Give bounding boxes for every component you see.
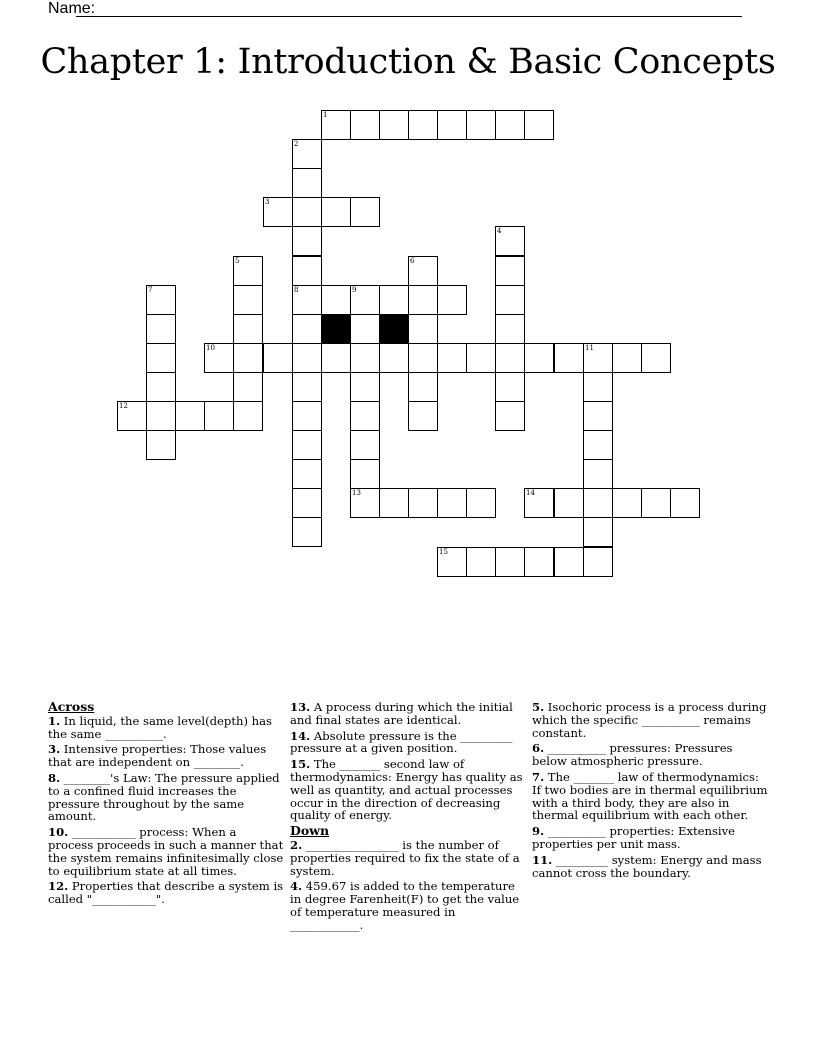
grid-cell[interactable] (524, 547, 554, 577)
grid-cell[interactable] (350, 488, 380, 518)
name-label: Name: (48, 0, 96, 17)
grid-cell[interactable] (670, 488, 700, 518)
clue-down-4: 4. 459.67 is added to the temperature in degree Farenheit(F) to get the value of temperature measured in ____________. (290, 879, 520, 932)
clues-column-1 (48, 701, 284, 909)
page-title: Chapter 1: Introduction & Basic Concepts (40, 42, 776, 82)
clue-across-13: 13. A process during which the initial and final states are identical. (290, 700, 513, 727)
grid-cell[interactable] (292, 343, 322, 373)
grid-cell[interactable] (408, 488, 438, 518)
cell-number: 5 (235, 257, 240, 265)
grid-cell[interactable] (350, 343, 380, 373)
cell-number: 2 (294, 140, 299, 148)
grid-cell[interactable] (641, 488, 671, 518)
clue-across-14: 14. Absolute pressure is the _________ pressure at a given position. (290, 728, 513, 756)
grid-cell[interactable] (292, 168, 322, 198)
grid-cell[interactable] (292, 459, 322, 489)
grid-cell[interactable] (292, 139, 322, 169)
grid-cell[interactable] (204, 401, 234, 431)
grid-cell[interactable] (263, 197, 293, 227)
grid-cell[interactable] (350, 285, 380, 315)
grid-cell[interactable] (146, 343, 176, 373)
grid-cell[interactable] (495, 256, 525, 286)
clue-across-1: 1. In liquid, the same level(depth) has the same __________. (48, 713, 272, 741)
grid-cell[interactable] (408, 401, 438, 431)
cell-number: 10 (206, 344, 215, 352)
grid-cell[interactable] (292, 517, 322, 547)
grid-cell[interactable] (350, 110, 380, 140)
cell-number: 14 (526, 489, 535, 497)
cell-number: 1 (323, 111, 328, 119)
clue-down-6: 6. __________ pressures: Pressures below atmospheric pressure. (532, 741, 733, 769)
grid-cell[interactable] (379, 285, 409, 315)
grid-cell[interactable] (408, 372, 438, 402)
grid-cell[interactable] (583, 343, 613, 373)
grid-cell[interactable] (146, 430, 176, 460)
grid-cell[interactable] (292, 488, 322, 518)
clue-across-12: 12. Properties that describe a system is called "___________". (48, 879, 284, 907)
cell-number: 8 (294, 286, 299, 294)
grid-cell[interactable] (437, 343, 467, 373)
grid-cell[interactable] (437, 547, 467, 577)
grid-cell[interactable] (495, 372, 525, 402)
cell-number: 3 (265, 198, 270, 206)
grid-cell[interactable] (292, 197, 322, 227)
grid-cell[interactable] (321, 343, 351, 373)
grid-cell[interactable] (233, 343, 263, 373)
cell-number: 13 (352, 489, 361, 497)
grid-cell[interactable] (495, 110, 525, 140)
grid-cell[interactable] (554, 343, 584, 373)
grid-cell[interactable] (583, 488, 613, 518)
grid-cell[interactable] (350, 372, 380, 402)
grid-cell[interactable] (437, 488, 467, 518)
grid-cell[interactable] (495, 343, 525, 373)
grid-cell[interactable] (612, 343, 642, 373)
cell-number: 12 (119, 402, 128, 410)
grid-cell[interactable] (583, 517, 613, 547)
grid-cell[interactable] (466, 343, 496, 373)
cell-number: 9 (352, 286, 357, 294)
cell-number: 15 (439, 548, 448, 556)
grid-cell[interactable] (495, 547, 525, 577)
grid-cell[interactable] (146, 314, 176, 344)
grid-cell[interactable] (233, 372, 263, 402)
grid-cell[interactable] (495, 285, 525, 315)
grid-cell[interactable] (321, 110, 351, 140)
grid-cell[interactable] (379, 110, 409, 140)
grid-cell[interactable] (379, 343, 409, 373)
clue-across-8: 8. ________'s Law: The pressure applied to a confined fluid increases the pressure throughout by the same amount. (48, 770, 280, 824)
grid-cell[interactable] (350, 401, 380, 431)
cell-number: 7 (148, 286, 153, 294)
across-heading: Across (48, 699, 95, 714)
grid-cell[interactable] (350, 459, 380, 489)
grid-cell[interactable] (233, 314, 263, 344)
clue-down-7: 7. The _______ law of thermodynamics: If two bodies are in thermal equilibrium with a third body, they are also in thermal equilibrium with each other. (532, 769, 768, 823)
grid-cell[interactable] (612, 488, 642, 518)
black-cell (321, 314, 351, 344)
grid-cell[interactable] (524, 488, 554, 518)
grid-cell[interactable] (495, 314, 525, 344)
cell-number: 6 (410, 257, 415, 265)
grid-cell[interactable] (292, 285, 322, 315)
grid-cell[interactable] (292, 401, 322, 431)
clue-down-9: 9. __________ properties: Extensive properties per unit mass. (532, 824, 736, 851)
grid-cell[interactable] (583, 547, 613, 577)
clue-down-11: 11. _________ system: Energy and mass cannot cross the boundary. (532, 852, 762, 880)
clue-across-3: 3. Intensive properties: Those values that are independent on ________. (48, 742, 267, 770)
grid-cell[interactable] (292, 372, 322, 402)
cell-number: 4 (497, 227, 502, 235)
grid-cell[interactable] (350, 314, 380, 344)
clue-down-2: 2. ________________ is the number of properties required to fix the state of a system. (290, 837, 520, 878)
grid-cell[interactable] (204, 343, 234, 373)
grid-cell[interactable] (554, 547, 584, 577)
grid-cell[interactable] (233, 256, 263, 286)
grid-cell[interactable] (408, 285, 438, 315)
grid-cell[interactable] (321, 285, 351, 315)
grid-cell[interactable] (292, 314, 322, 344)
grid-cell[interactable] (408, 256, 438, 286)
grid-cell[interactable] (350, 430, 380, 460)
grid-cell[interactable] (175, 401, 205, 431)
grid-cell[interactable] (437, 285, 467, 315)
clues-column-3 (532, 701, 768, 882)
clues-column-2 (290, 701, 526, 935)
grid-cell[interactable] (495, 226, 525, 256)
grid-cell[interactable] (495, 401, 525, 431)
grid-cell[interactable] (146, 372, 176, 402)
grid-cell[interactable] (379, 488, 409, 518)
grid-cell[interactable] (263, 343, 293, 373)
grid-cell[interactable] (408, 314, 438, 344)
clue-across-10: 10. ___________ process: When a process proceeds in such a manner that the system remains infinitesimally close to equilibrium state at all times. (48, 825, 284, 878)
cell-number: 11 (585, 344, 594, 352)
grid-cell[interactable] (350, 197, 380, 227)
grid-cell[interactable] (146, 401, 176, 431)
grid-cell[interactable] (466, 488, 496, 518)
grid-cell[interactable] (466, 110, 496, 140)
grid-cell[interactable] (292, 256, 322, 286)
grid-cell[interactable] (408, 343, 438, 373)
down-heading: Down (290, 823, 330, 839)
grid-cell[interactable] (292, 430, 322, 460)
grid-cell[interactable] (466, 547, 496, 577)
grid-cell[interactable] (117, 401, 147, 431)
grid-cell[interactable] (437, 110, 467, 140)
grid-cell[interactable] (583, 430, 613, 460)
clue-down-5: 5. Isochoric process is a process during which the specific __________ remains constant. (532, 700, 767, 740)
grid-cell[interactable] (321, 197, 351, 227)
grid-cell[interactable] (641, 343, 671, 373)
grid-cell[interactable] (233, 401, 263, 431)
grid-cell[interactable] (408, 110, 438, 140)
clue-across-15: 15. The _______ second law of thermodynamics: Energy has quality as well as quantity, and actual processes occur in the direction of decreasing quality of energy. (290, 757, 523, 823)
grid-cell[interactable] (554, 488, 584, 518)
grid-cell[interactable] (233, 285, 263, 315)
grid-cell[interactable] (583, 459, 613, 489)
black-cell (379, 314, 409, 344)
grid-cell[interactable] (292, 226, 322, 256)
grid-cell[interactable] (146, 285, 176, 315)
grid-cell[interactable] (524, 110, 554, 140)
grid-cell[interactable] (583, 401, 613, 431)
grid-cell[interactable] (583, 372, 613, 402)
grid-cell[interactable] (524, 343, 554, 373)
